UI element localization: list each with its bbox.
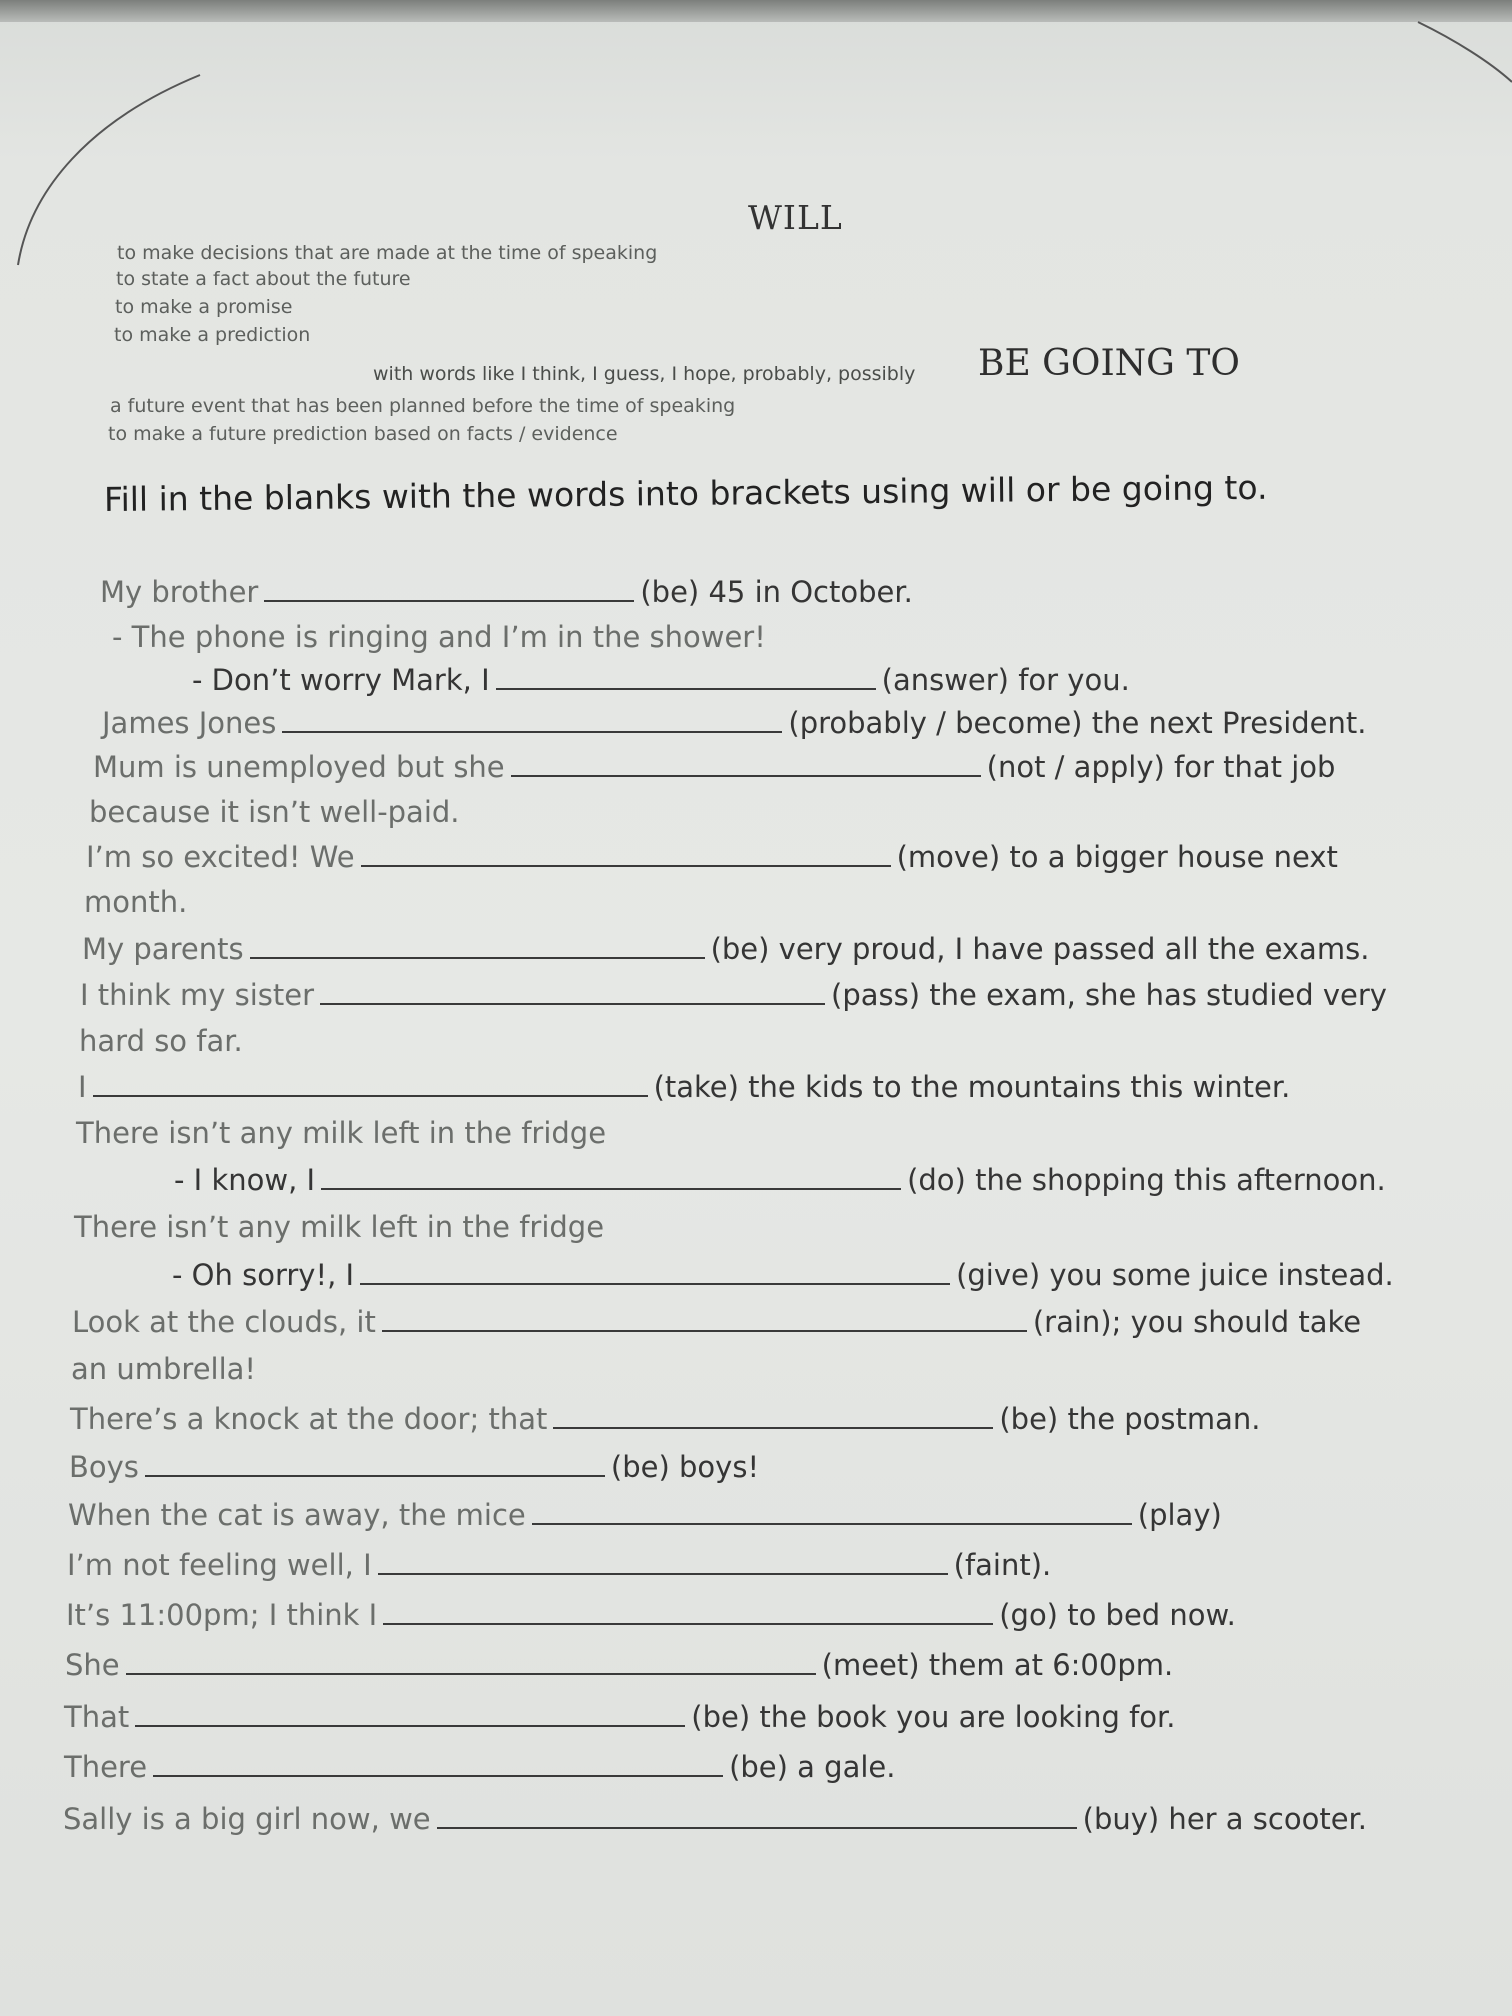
hint-text: (be) the book you are looking for. <box>691 1700 1176 1734</box>
answer-blank[interactable] <box>383 1601 993 1625</box>
answer-blank[interactable] <box>126 1651 816 1675</box>
exercise-line-25 <box>64 1700 1176 1734</box>
answer-blank[interactable] <box>553 1405 993 1429</box>
hint-text: (give) you some juice instead. <box>956 1258 1394 1292</box>
will-note: with words like I think, I guess, I hope, probably, possibly <box>373 363 916 385</box>
answer-blank[interactable] <box>511 753 981 777</box>
answer-blank[interactable] <box>321 1166 901 1190</box>
prompt-text: My parents <box>82 932 244 966</box>
answer-blank[interactable] <box>135 1703 685 1727</box>
answer-blank[interactable] <box>264 578 634 602</box>
exercise-line-22 <box>67 1548 1051 1582</box>
instruction-heading: Fill in the blanks with the words into brackets using will or be going to. <box>103 467 1268 519</box>
exercise-line-20 <box>69 1450 759 1484</box>
prompt-text: There’s a knock at the door; that <box>70 1402 548 1436</box>
prompt-text: She <box>65 1648 120 1682</box>
exercise-line-14 <box>174 1163 1386 1197</box>
hint-text: (be) a gale. <box>729 1750 896 1784</box>
exercise-line-15 <box>74 1210 604 1244</box>
hint-text: (play) <box>1137 1498 1222 1532</box>
prompt-text: Look at the clouds, it <box>72 1305 376 1339</box>
exercise-line-10 <box>80 978 1387 1012</box>
prompt-text: hard so far. <box>79 1024 243 1058</box>
hint-text: (faint). <box>953 1548 1052 1582</box>
page-top-edge <box>0 0 1512 22</box>
exercise-line-4 <box>102 706 1366 740</box>
hint-text: (be) 45 in October. <box>640 575 913 609</box>
prompt-text: - The phone is ringing and I’m in the shower! <box>112 620 766 654</box>
answer-blank[interactable] <box>532 1501 1132 1525</box>
exercise-line-8 <box>84 885 187 919</box>
hint-text: (not / apply) for that job <box>986 750 1336 784</box>
hint-text: (meet) them at 6:00pm. <box>821 1648 1174 1682</box>
prompt-text: There isn’t any milk left in the fridge <box>76 1116 607 1150</box>
prompt-text: When the cat is away, the mice <box>68 1498 526 1532</box>
exercise-line-24 <box>65 1648 1173 1682</box>
exercise-line-7 <box>86 840 1338 874</box>
prompt-text: I think my sister <box>80 978 315 1012</box>
answer-blank[interactable] <box>282 709 782 733</box>
going-to-use-2: to make a future prediction based on facts / evidence <box>108 423 618 445</box>
hint-text: (take) the kids to the mountains this winter. <box>653 1070 1291 1104</box>
hint-text: (go) to bed now. <box>999 1598 1236 1632</box>
exercise-line-2 <box>112 620 766 654</box>
answer-blank[interactable] <box>360 1261 950 1285</box>
exercise-line-18 <box>71 1352 256 1386</box>
exercise-line-16 <box>172 1258 1394 1292</box>
exercise-line-12 <box>78 1070 1290 1104</box>
will-use-1: to make decisions that are made at the time of speaking <box>117 242 658 264</box>
answer-blank[interactable] <box>250 935 705 959</box>
exercise-line-13 <box>76 1116 606 1150</box>
exercise-line-23 <box>66 1598 1236 1632</box>
prompt-text: I <box>78 1070 87 1104</box>
exercise-line-17 <box>72 1305 1361 1339</box>
answer-blank[interactable] <box>382 1308 1027 1332</box>
answer-blank[interactable] <box>496 666 876 690</box>
prompt-text: because it isn’t well-paid. <box>89 795 460 829</box>
answer-blank[interactable] <box>320 981 825 1005</box>
hint-text: (buy) her a scooter. <box>1082 1802 1368 1836</box>
answer-blank[interactable] <box>378 1551 948 1575</box>
prompt-text: an umbrella! <box>71 1352 257 1386</box>
prompt-text: - Don’t worry Mark, I <box>192 663 490 697</box>
prompt-text: Sally is a big girl now, we <box>63 1802 431 1836</box>
hint-text: (do) the shopping this afternoon. <box>907 1163 1386 1197</box>
prompt-text: There isn’t any milk left in the fridge <box>74 1210 605 1244</box>
will-use-2: to state a fact about the future <box>116 268 411 290</box>
prompt-text: - I know, I <box>174 1163 316 1197</box>
prompt-text: It’s 11:00pm; I think I <box>66 1598 378 1632</box>
hint-text: (rain); you should take <box>1032 1305 1362 1339</box>
exercise-line-21 <box>68 1498 1222 1532</box>
answer-blank[interactable] <box>361 843 891 867</box>
exercise-line-27 <box>63 1802 1367 1836</box>
will-title: WILL <box>748 198 843 237</box>
hint-text: (be) the postman. <box>999 1402 1261 1436</box>
exercise-line-5 <box>93 750 1335 784</box>
prompt-text: James Jones <box>102 706 277 740</box>
going-to-use-1: a future event that has been planned before the time of speaking <box>110 395 736 417</box>
prompt-text: Boys <box>69 1450 139 1484</box>
exercise-line-1 <box>100 575 913 609</box>
hint-text: (be) boys! <box>610 1450 760 1484</box>
exercise-line-26 <box>64 1750 895 1784</box>
prompt-text: My brother <box>100 575 259 609</box>
hint-text: (answer) for you. <box>881 663 1130 697</box>
hint-text: (move) to a bigger house next <box>896 840 1338 874</box>
exercise-line-9 <box>82 932 1369 966</box>
answer-blank[interactable] <box>153 1753 723 1777</box>
hint-text: (be) very proud, I have passed all the exams. <box>710 932 1370 966</box>
exercise-line-11 <box>79 1024 243 1058</box>
will-use-3: to make a promise <box>115 296 293 318</box>
prompt-text: - Oh sorry!, I <box>172 1258 355 1292</box>
prompt-text: I’m not feeling well, I <box>67 1548 372 1582</box>
hint-text: (probably / become) the next President. <box>788 706 1367 740</box>
answer-blank[interactable] <box>145 1453 605 1477</box>
exercise-line-6 <box>89 795 460 829</box>
be-going-to-title: BE GOING TO <box>978 343 1240 384</box>
prompt-text: I’m so excited! We <box>86 840 355 874</box>
answer-blank[interactable] <box>437 1805 1077 1829</box>
prompt-text: month. <box>84 885 188 919</box>
exercise-line-3 <box>192 663 1130 697</box>
answer-blank[interactable] <box>93 1073 648 1097</box>
will-use-4: to make a prediction <box>114 324 311 346</box>
exercise-line-19 <box>70 1402 1261 1436</box>
prompt-text: Mum is unemployed but she <box>93 750 505 784</box>
prompt-text: There <box>64 1750 148 1784</box>
prompt-text: That <box>64 1700 130 1734</box>
hint-text: (pass) the exam, she has studied very <box>831 978 1387 1012</box>
